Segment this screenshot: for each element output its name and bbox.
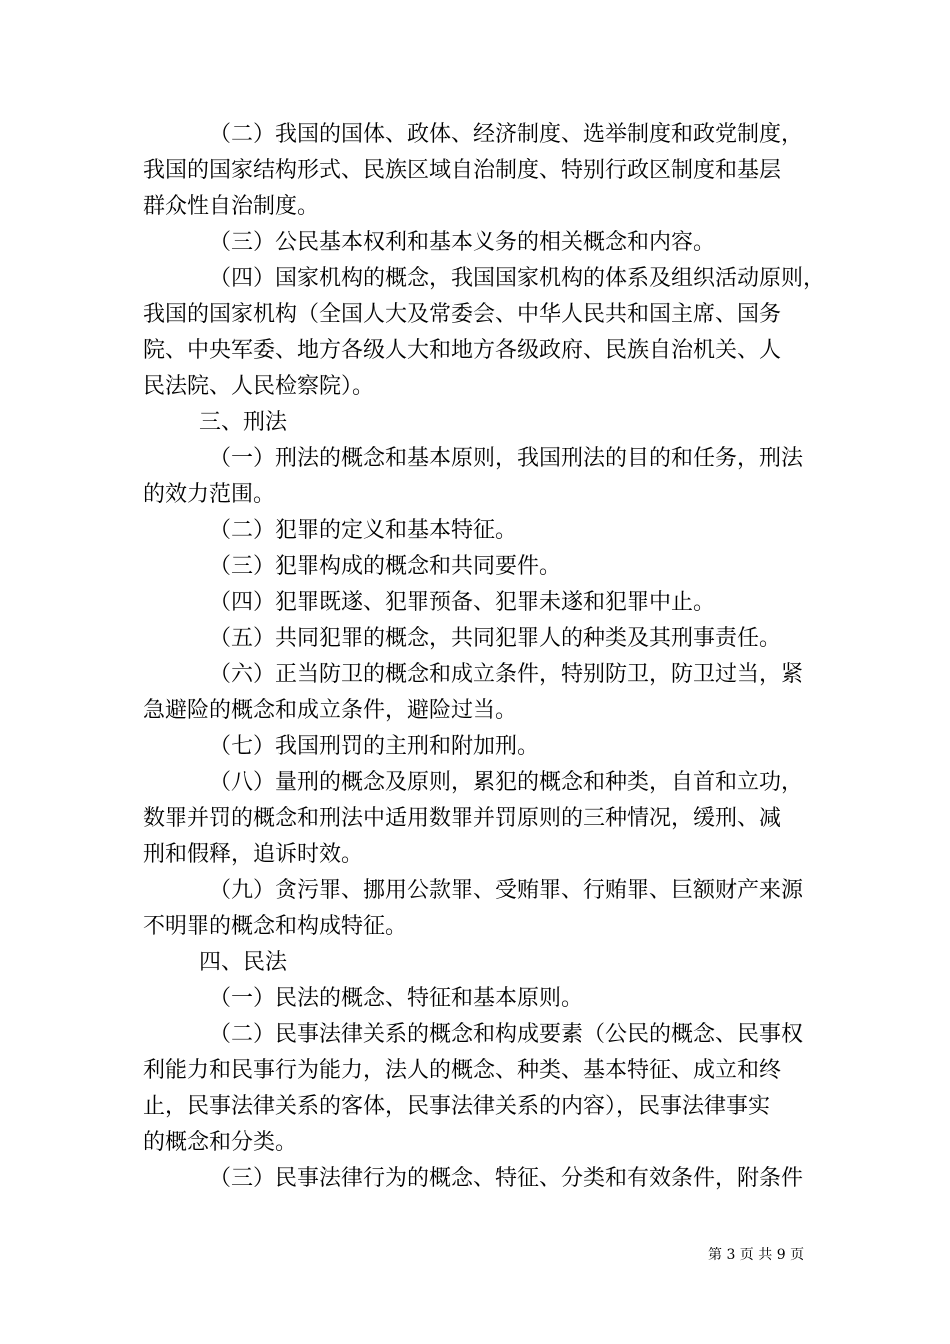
paragraph-line: （二）民事法律关系的概念和构成要素（公民的概念、民事权: [209, 1022, 804, 1047]
paragraph-line: 数罪并罚的概念和刑法中适用数罪并罚原则的三种情况，缓刑、减: [143, 806, 782, 831]
document-body: [143, 117, 826, 1197]
paragraph-line: （三）公民基本权利和基本义务的相关概念和内容。: [209, 230, 716, 255]
paragraph-line: （三）民事法律行为的概念、特征、分类和有效条件，附条件: [209, 1166, 804, 1191]
paragraph-line: 急避险的概念和成立条件，避险过当。: [143, 698, 518, 723]
paragraph-line: （一）刑法的概念和基本原则，我国刑法的目的和任务，刑法: [209, 446, 804, 471]
paragraph-line: 民法院、人民检察院）。: [143, 374, 375, 399]
paragraph-line: 群众性自治制度。: [143, 194, 320, 219]
paragraph-line: （八）量刑的概念及原则，累犯的概念和种类，自首和立功，: [209, 770, 804, 795]
page-number: 第 3 页 共 9 页: [708, 1247, 805, 1263]
section-heading: 四、民法: [199, 950, 288, 975]
paragraph-line: （五）共同犯罪的概念，共同犯罪人的种类及其刑事责任。: [209, 626, 782, 651]
paragraph-line: 的效力范围。: [143, 482, 276, 507]
paragraph-line: 我国的国家结构形式、民族区域自治制度、特别行政区制度和基层: [143, 158, 782, 183]
paragraph-line: （三）犯罪构成的概念和共同要件。: [209, 554, 562, 579]
paragraph-line: （一）民法的概念、特征和基本原则。: [209, 986, 584, 1011]
paragraph-line: 院、中央军委、地方各级人大和地方各级政府、民族自治机关、人: [143, 338, 782, 363]
paragraph-line: （七）我国刑罚的主刑和附加刑。: [209, 734, 540, 759]
paragraph-line: 的概念和分类。: [143, 1130, 298, 1155]
paragraph-line: （四）犯罪既遂、犯罪预备、犯罪未遂和犯罪中止。: [209, 590, 716, 615]
paragraph-line: （二）我国的国体、政体、经济制度、选举制度和政党制度，: [209, 122, 804, 147]
paragraph-line: 止，民事法律关系的客体，民事法律关系的内容），民事法律事实: [143, 1094, 771, 1119]
paragraph-line: （九）贪污罪、挪用公款罪、受贿罪、行贿罪、巨额财产来源: [209, 878, 804, 903]
paragraph-line: 利能力和民事行为能力，法人的概念、种类、基本特征、成立和终: [143, 1058, 782, 1083]
paragraph-line: 不明罪的概念和构成特征。: [143, 914, 408, 939]
paragraph-line: 我国的国家机构（全国人大及常委会、中华人民共和国主席、国务: [143, 302, 782, 327]
paragraph-line: （四）国家机构的概念，我国国家机构的体系及组织活动原则，: [209, 266, 826, 291]
paragraph-line: （二）犯罪的定义和基本特征。: [209, 518, 518, 543]
paragraph-line: 刑和假释，追诉时效。: [143, 842, 364, 867]
section-heading: 三、刑法: [199, 410, 288, 435]
paragraph-line: （六）正当防卫的概念和成立条件，特别防卫，防卫过当，紧: [209, 662, 804, 687]
